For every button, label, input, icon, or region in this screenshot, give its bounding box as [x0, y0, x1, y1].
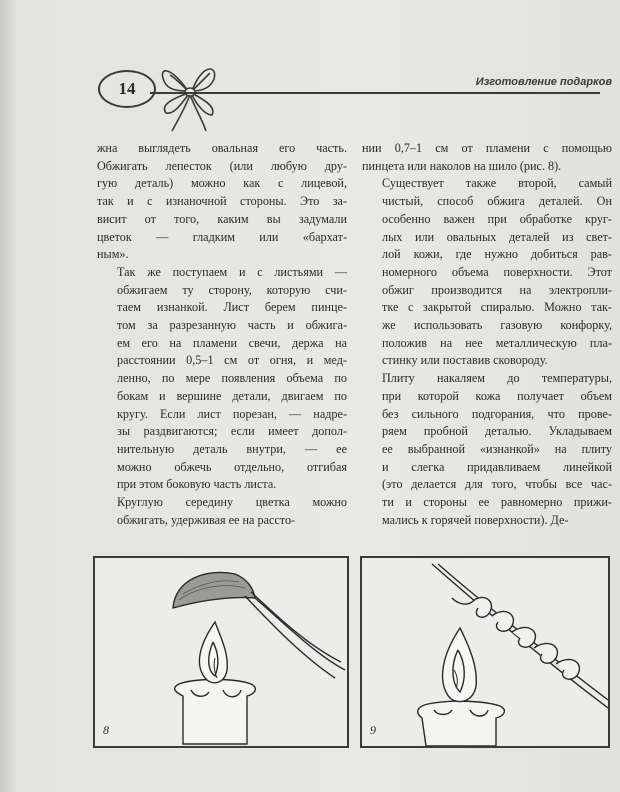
right-column-paragraph: [362, 175, 612, 370]
text-line: Круглую середину цветка можно: [117, 495, 347, 510]
ribbon-bow-icon: [150, 55, 230, 135]
text-line: ем его на пламени свечи, держа на: [117, 335, 347, 350]
text-line: бокам и вершине детали, двигаем по: [117, 388, 347, 403]
text-line: таем изнанкой. Лист берем пинце-: [117, 300, 347, 315]
text-line: ти и стороны ее равномерно прижи-: [382, 495, 612, 510]
text-line: ряем пробной деталью. Укладываем: [382, 424, 612, 439]
text-line: кругу. Если лист порезан, — надре-: [117, 406, 347, 421]
figure-8-number: 8: [103, 723, 109, 737]
text-line: номерного объема поверхности. Этот: [382, 264, 612, 279]
candle-tweezers-petal-illustration: [95, 558, 347, 746]
text-line: обжиг производится на электропли-: [382, 282, 612, 297]
left-column-paragraph: [97, 264, 347, 494]
text-line: так и с изнаночной стороны. Это за-: [97, 194, 347, 209]
text-line: пинцета или наколов на шило (рис. 8).: [362, 158, 562, 173]
text-line: Так же поступаем и с листьями —: [117, 264, 347, 279]
text-line: можно обжечь отдельно, отгибая: [117, 459, 347, 474]
text-line: висит от того, каким вы задумали: [97, 211, 347, 226]
left-column-paragraph: [97, 494, 347, 529]
left-column-paragraph: [97, 140, 347, 264]
text-line: зы раздвигаются; если имеет допол-: [117, 424, 347, 439]
text-line: ленно, по мере появления объема по: [117, 371, 347, 386]
text-line: том за разрезанную часть и обжига-: [117, 318, 347, 333]
text-line: нии 0,7–1 см от пламени с помощью: [362, 141, 612, 155]
text-line: лой кожи, где нужно добиться рав-: [382, 247, 612, 262]
text-line: Обжигать лепесток (или любую дру-: [97, 158, 347, 173]
figure-9: [360, 556, 610, 748]
text-line: нительную деталь внутри, — ее: [117, 441, 347, 456]
left-text-column: [97, 140, 347, 529]
text-line: гую деталь) можно как с лицевой,: [97, 176, 347, 191]
text-line: цветок — гладким или «бархат-: [97, 229, 347, 244]
page-number-text: 14: [118, 79, 136, 98]
figure-8: [93, 556, 349, 748]
text-line: при которой кожа получает объем: [382, 388, 612, 403]
text-line: жна выглядеть овальная его часть.: [97, 141, 347, 155]
text-line: ным».: [97, 247, 129, 262]
right-column-paragraph: [362, 370, 612, 529]
figure-9-number: 9: [370, 723, 376, 737]
text-line: положив на нее металлическую пла-: [382, 335, 612, 350]
running-head: Изготовление подарков: [475, 76, 612, 88]
right-column-paragraph: [362, 140, 612, 175]
text-line: тке с закрытой спиралью. Можно так-: [382, 300, 612, 315]
text-line: особенно важен при обработке круг-: [382, 211, 612, 226]
text-line: лых или овальных деталей из свет-: [382, 229, 612, 244]
text-line: чистый, способ обжига деталей. Он: [382, 194, 612, 209]
text-line: ее выбранной «изнанкой» на плиту: [382, 441, 612, 456]
text-line: (это делается для того, чтобы все час-: [382, 477, 612, 492]
text-line: обжигать, удерживая ее на рассто-: [117, 512, 296, 527]
text-line: мались к горячей поверхности). Де-: [382, 512, 569, 527]
text-line: расстоянии 0,5–1 см от огня, и мед-: [117, 353, 347, 368]
text-line: же использовать газовую конфорку,: [382, 318, 612, 333]
candle-awl-spiral-illustration: [362, 558, 608, 746]
right-text-column: [362, 140, 612, 529]
text-line: при этом боковую часть листа.: [117, 477, 277, 492]
text-line: и слегка придавливаем линейкой: [382, 459, 612, 474]
header-rule: [150, 92, 600, 94]
text-line: Существует также второй, самый: [382, 176, 612, 191]
page-number: [98, 70, 156, 108]
text-line: стинку или поставив сковороду.: [382, 353, 548, 368]
text-line: обжигаем ту сторону, которую счи-: [117, 282, 347, 297]
text-line: Плиту накаляем до температуры,: [382, 371, 612, 386]
text-line: без сильного подгорания, что прове-: [382, 406, 612, 421]
